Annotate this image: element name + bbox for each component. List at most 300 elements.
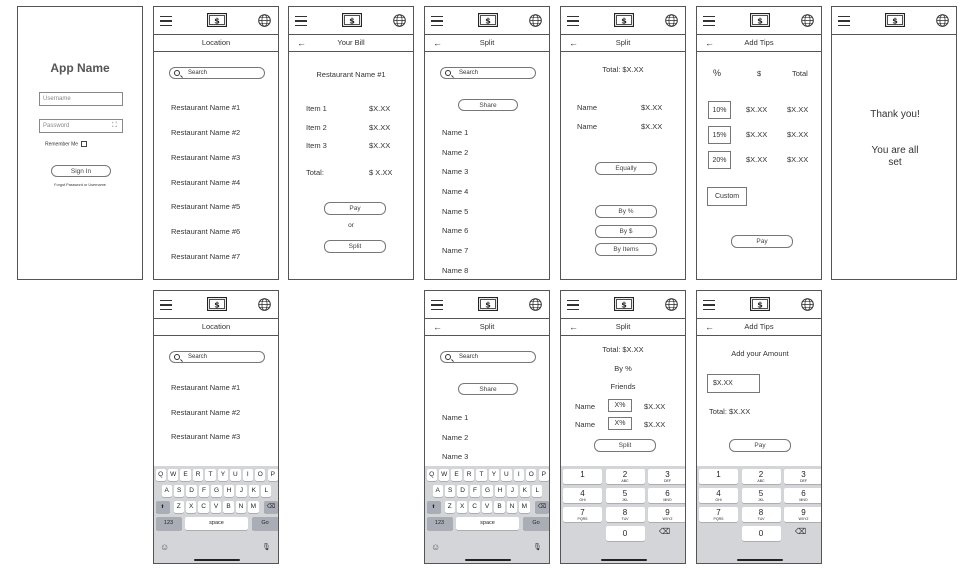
numpad-digit: 6	[801, 489, 806, 498]
page-title: Add Tips	[744, 322, 774, 331]
item-name: Item 3	[306, 141, 327, 150]
restaurant-item[interactable]: Restaurant Name #7	[171, 252, 241, 261]
key-k[interactable]: K	[249, 485, 259, 497]
menu-icon[interactable]	[703, 300, 715, 310]
globe-icon[interactable]	[665, 14, 678, 27]
dollar-logo-icon	[207, 297, 227, 311]
menu-icon[interactable]	[160, 300, 172, 310]
numpad-digit: 2	[622, 470, 628, 479]
numpad-digit: 5	[758, 489, 764, 498]
key-b[interactable]: B	[494, 501, 504, 513]
menu-icon[interactable]	[703, 16, 715, 26]
numpad-key-7[interactable]	[699, 507, 738, 522]
numpad-key-9[interactable]	[784, 507, 822, 522]
location-screen	[153, 6, 279, 280]
header	[425, 7, 549, 35]
subheader	[425, 319, 549, 336]
search-input[interactable]	[440, 67, 536, 79]
restaurant-item[interactable]: Restaurant Name #6	[171, 227, 241, 236]
restaurant-item[interactable]: Restaurant Name #3	[171, 432, 241, 441]
key-s[interactable]: S	[174, 485, 184, 497]
menu-icon[interactable]	[160, 16, 172, 26]
numpad-key-1[interactable]	[563, 469, 602, 484]
key-t[interactable]: T	[205, 469, 215, 481]
page-title: Location	[154, 35, 278, 52]
key-o[interactable]: O	[526, 469, 536, 481]
name-item[interactable]: Name 2	[442, 148, 469, 157]
search-icon	[174, 70, 180, 76]
restaurant-item[interactable]: Restaurant Name #5	[171, 202, 241, 211]
numpad-key-8[interactable]	[742, 507, 781, 522]
back-arrow-icon[interactable]: ←	[705, 322, 714, 332]
numpad-key-5[interactable]	[606, 488, 645, 503]
total-text: Total: $X.XX	[602, 345, 644, 354]
by-items-button[interactable]: By Items	[595, 243, 657, 256]
numpad-letters: GHI	[715, 498, 722, 502]
item-price: $X.XX	[369, 141, 391, 150]
item-price: $X.XX	[369, 123, 391, 132]
key-u[interactable]: U	[230, 469, 240, 481]
page-title: Split	[615, 322, 631, 331]
friends-label: Friends	[610, 382, 636, 391]
numpad-digit: 5	[622, 489, 628, 498]
key-z[interactable]: Z	[445, 501, 455, 513]
split-percent-screen	[560, 290, 686, 564]
numpad-digit: 8	[622, 508, 628, 517]
person-amount: $X.XX	[644, 420, 666, 429]
add-tips-screen	[696, 6, 822, 280]
restaurant-item[interactable]: Restaurant Name #3	[171, 153, 241, 162]
dollar-logo-icon	[478, 13, 498, 27]
tip-amount: $X.XX	[746, 130, 768, 139]
pay-button[interactable]: Pay	[729, 439, 791, 452]
numpad-letters: TUV	[757, 517, 765, 521]
page-title: Split	[479, 322, 495, 331]
svg-text:$: $	[892, 16, 898, 26]
key-l[interactable]: L	[261, 485, 271, 497]
page-title: Add Tips	[744, 38, 774, 47]
share-button[interactable]: Share	[458, 383, 518, 395]
numbers-key[interactable]: 123	[156, 517, 182, 530]
custom-tip-screen	[696, 290, 822, 564]
space-key[interactable]: space	[456, 517, 519, 530]
emoji-icon[interactable]: ☺	[431, 542, 441, 552]
globe-icon[interactable]	[393, 14, 406, 27]
key-u[interactable]: U	[501, 469, 511, 481]
key-p[interactable]: P	[268, 469, 278, 481]
split-options-screen	[560, 6, 686, 280]
header	[425, 291, 549, 319]
remember-me-label: Remember Me	[45, 141, 79, 148]
sign-in-button[interactable]: Sign In	[51, 165, 111, 177]
back-arrow-icon[interactable]: ←	[569, 322, 578, 332]
restaurant-item[interactable]: Restaurant Name #1	[171, 103, 241, 112]
numpad-key-3[interactable]	[784, 469, 822, 484]
person-name: Name	[577, 122, 598, 131]
tip-10-button[interactable]: 10%	[708, 101, 731, 119]
numpad-key-2[interactable]	[606, 469, 645, 484]
back-arrow-icon[interactable]: ←	[569, 38, 578, 48]
svg-text:$: $	[757, 300, 763, 310]
name-item[interactable]: Name 6	[442, 226, 469, 235]
pay-button[interactable]: Pay	[324, 202, 386, 215]
key-g[interactable]: G	[482, 485, 492, 497]
total-text: Total: $X.XX	[602, 65, 644, 74]
password-placeholder: Password	[43, 123, 70, 129]
numpad-letters: GHI	[579, 498, 586, 502]
key-c[interactable]: C	[469, 501, 479, 513]
key-y[interactable]: Y	[218, 469, 228, 481]
key-d[interactable]: D	[457, 485, 467, 497]
key-j[interactable]: J	[236, 485, 246, 497]
numpad-key-3[interactable]	[648, 469, 686, 484]
home-indicator	[601, 559, 647, 561]
remember-me[interactable]	[45, 141, 87, 147]
numpad-key-6[interactable]	[648, 488, 686, 503]
svg-text:$: $	[214, 300, 220, 310]
key-y[interactable]: Y	[489, 469, 499, 481]
dollar-logo-icon	[342, 13, 362, 27]
name-item[interactable]: Name 1	[442, 128, 469, 137]
key-p[interactable]: P	[539, 469, 549, 481]
key-f[interactable]: F	[199, 485, 209, 497]
all-set-line1: You are all	[871, 145, 919, 156]
page-title: Split	[479, 38, 495, 47]
search-input[interactable]	[440, 351, 536, 363]
globe-icon[interactable]	[258, 298, 271, 311]
numpad-digit: 0	[758, 529, 764, 538]
dollar-logo-icon	[614, 13, 634, 27]
menu-icon[interactable]	[567, 300, 579, 310]
numpad-key-2[interactable]	[742, 469, 781, 484]
name-item[interactable]: Name 5	[442, 207, 469, 216]
header	[697, 7, 821, 35]
person-amount: $X.XX	[641, 122, 663, 131]
globe-icon[interactable]	[936, 14, 949, 27]
person-name: Name	[575, 420, 596, 429]
split-button[interactable]: Split	[594, 439, 656, 452]
key-o[interactable]: O	[255, 469, 265, 481]
numpad-digit: 3	[801, 470, 806, 479]
key-h[interactable]: H	[495, 485, 505, 497]
header	[289, 7, 413, 35]
key-n[interactable]: N	[236, 501, 246, 513]
numpad-digit: 9	[665, 508, 670, 517]
numpad-key-9[interactable]	[648, 507, 686, 522]
numpad-digit: 4	[580, 489, 585, 498]
numpad-letters: ABC	[757, 479, 765, 483]
key-r[interactable]: R	[193, 469, 203, 481]
subheader	[561, 319, 685, 336]
numpad-backspace-icon[interactable]: ⌫	[795, 527, 807, 536]
page-title: Split	[615, 38, 631, 47]
numpad-key-1[interactable]	[699, 469, 738, 484]
svg-text:$: $	[757, 16, 763, 26]
globe-icon[interactable]	[801, 14, 814, 27]
key-m[interactable]: M	[248, 501, 258, 513]
svg-text:$: $	[621, 16, 627, 26]
header	[561, 7, 685, 35]
tip-amount: $X.XX	[746, 105, 768, 114]
item-name: Item 1	[306, 104, 327, 113]
person-amount: $X.XX	[641, 103, 663, 112]
add-amount-prompt: Add your Amount	[731, 349, 789, 358]
username-field[interactable]: Username	[39, 92, 123, 106]
key-b[interactable]: B	[223, 501, 233, 513]
remember-checkbox-icon[interactable]	[81, 141, 87, 147]
by-percent-button[interactable]: By %	[595, 205, 657, 218]
restaurant-item[interactable]: Restaurant Name #2	[171, 128, 241, 137]
go-key[interactable]: Go	[523, 517, 550, 530]
or-text: or	[348, 222, 354, 229]
total-value: $ X.XX	[369, 168, 393, 177]
numpad-digit: 1	[716, 470, 721, 479]
home-indicator	[465, 559, 511, 561]
search-placeholder: Search	[188, 354, 208, 360]
globe-icon[interactable]	[801, 298, 814, 311]
name-item[interactable]: Name 4	[442, 187, 469, 196]
key-r[interactable]: R	[464, 469, 474, 481]
numpad-digit: 1	[580, 470, 585, 479]
bill-screen	[288, 6, 414, 280]
key-q[interactable]: Q	[427, 469, 437, 481]
total-label: Total:	[306, 168, 324, 177]
numpad-key-0[interactable]	[606, 526, 645, 541]
search-icon	[445, 354, 451, 360]
keyboard	[425, 466, 550, 564]
numpad-letters: JKL	[621, 498, 629, 502]
number-pad	[697, 466, 822, 564]
key-w[interactable]: W	[439, 469, 449, 481]
key-i[interactable]: I	[514, 469, 524, 481]
tip-total: $X.XX	[787, 105, 809, 114]
location-keyboard-screen	[153, 290, 279, 564]
numpad-key-5[interactable]	[742, 488, 781, 503]
key-x[interactable]: X	[457, 501, 467, 513]
app-name: App Name	[50, 61, 110, 75]
by-percent-text: By %	[614, 364, 632, 373]
key-v[interactable]: V	[482, 501, 492, 513]
numpad-key-4[interactable]	[699, 488, 738, 503]
key-z[interactable]: Z	[174, 501, 184, 513]
menu-icon[interactable]	[431, 300, 443, 310]
key-a[interactable]: A	[433, 485, 443, 497]
all-set-line2: set	[888, 157, 902, 168]
microphone-icon[interactable]: 🎙	[262, 544, 271, 551]
page-title: Location	[154, 319, 278, 336]
dollar-logo-icon	[750, 13, 770, 27]
dollar-logo-icon	[207, 13, 227, 27]
dollar-logo-icon	[478, 297, 498, 311]
home-indicator	[737, 559, 783, 561]
total-text: Total: $X.XX	[709, 407, 751, 416]
share-button[interactable]: Share	[458, 99, 518, 111]
numpad-digit: 0	[622, 529, 628, 538]
shift-key[interactable]: ⬆	[427, 501, 441, 513]
numpad-letters: MNO	[663, 498, 672, 502]
subheader	[561, 35, 685, 52]
split-keyboard-screen	[424, 290, 550, 564]
percent-input[interactable]: X%	[608, 417, 632, 430]
numpad-digit: 6	[665, 489, 670, 498]
globe-icon[interactable]	[529, 14, 542, 27]
tip-total: $X.XX	[787, 130, 809, 139]
name-item[interactable]: Name 3	[442, 167, 469, 176]
svg-text:$: $	[485, 16, 491, 26]
numpad-digit: 9	[801, 508, 806, 517]
search-icon	[174, 354, 180, 360]
tip-amount: $X.XX	[746, 155, 768, 164]
subheader	[697, 35, 821, 52]
name-item[interactable]: Name 7	[442, 246, 469, 255]
percent-header: %	[713, 68, 722, 78]
restaurant-item[interactable]: Restaurant Name #1	[171, 383, 241, 392]
tip-20-button[interactable]: 20%	[708, 151, 731, 169]
restaurant-name: Restaurant Name #1	[316, 70, 386, 79]
restaurant-item[interactable]: Restaurant Name #4	[171, 178, 241, 187]
person-amount: $X.XX	[644, 402, 666, 411]
header	[697, 291, 821, 319]
subheader	[425, 35, 549, 52]
numpad-key-7[interactable]	[563, 507, 602, 522]
search-placeholder: Search	[459, 70, 479, 76]
numpad-letters: ABC	[621, 479, 629, 483]
menu-icon[interactable]	[431, 16, 443, 26]
person-name: Name	[575, 402, 596, 411]
key-s[interactable]: S	[445, 485, 455, 497]
numpad-letters: PQRS	[713, 517, 724, 521]
numpad-digit: 8	[758, 508, 764, 517]
numpad-digit: 4	[716, 489, 721, 498]
percent-input[interactable]: X%	[608, 399, 632, 412]
globe-icon[interactable]	[529, 298, 542, 311]
dollar-logo-icon	[885, 13, 905, 27]
page-title: Your Bill	[337, 38, 365, 47]
go-key[interactable]: Go	[252, 517, 279, 530]
svg-text:$: $	[621, 300, 627, 310]
key-k[interactable]: K	[520, 485, 530, 497]
forgot-link[interactable]: Forgot Password or Username	[54, 183, 106, 187]
numpad-letters: WXYZ	[662, 517, 673, 521]
numpad-backspace-icon[interactable]: ⌫	[659, 527, 671, 536]
key-i[interactable]: I	[243, 469, 253, 481]
search-input[interactable]	[169, 67, 265, 79]
menu-icon[interactable]	[295, 16, 307, 26]
key-x[interactable]: X	[186, 501, 196, 513]
numpad-key-6[interactable]	[784, 488, 822, 503]
numpad-key-0[interactable]	[742, 526, 781, 541]
numpad-letters: DEF	[800, 479, 807, 483]
item-name: Item 2	[306, 123, 327, 132]
search-input[interactable]	[169, 351, 265, 363]
amount-input[interactable]: $X.XX	[707, 374, 760, 393]
back-arrow-icon[interactable]: ←	[705, 38, 714, 48]
key-w[interactable]: W	[168, 469, 178, 481]
key-l[interactable]: L	[532, 485, 542, 497]
key-c[interactable]: C	[198, 501, 208, 513]
globe-icon[interactable]	[258, 14, 271, 27]
tip-15-button[interactable]: 15%	[708, 126, 731, 144]
by-dollar-button[interactable]: By $	[595, 225, 657, 238]
numpad-letters: PQRS	[577, 517, 588, 521]
header	[561, 291, 685, 319]
key-h[interactable]: H	[224, 485, 234, 497]
key-t[interactable]: T	[476, 469, 486, 481]
keyboard	[154, 466, 279, 564]
key-g[interactable]: G	[211, 485, 221, 497]
back-arrow-icon[interactable]: ←	[433, 322, 442, 332]
dollar-logo-icon	[750, 297, 770, 311]
equally-button[interactable]: Equally	[595, 162, 657, 175]
numpad-letters: DEF	[664, 479, 671, 483]
emoji-icon[interactable]: ☺	[160, 542, 170, 552]
menu-icon[interactable]	[567, 16, 579, 26]
shift-key[interactable]: ⬆	[156, 501, 170, 513]
globe-icon[interactable]	[665, 298, 678, 311]
subheader	[697, 319, 821, 336]
svg-text:$: $	[214, 16, 220, 26]
numpad-letters: TUV	[621, 517, 629, 521]
menu-icon[interactable]	[838, 16, 850, 26]
split-button[interactable]: Split	[324, 240, 386, 253]
back-arrow-icon[interactable]: ←	[297, 38, 306, 48]
numpad-letters: WXYZ	[798, 517, 809, 521]
restaurant-item[interactable]: Restaurant Name #2	[171, 408, 241, 417]
tip-total: $X.XX	[787, 155, 809, 164]
key-m[interactable]: M	[519, 501, 529, 513]
key-e[interactable]: E	[451, 469, 461, 481]
key-d[interactable]: D	[186, 485, 196, 497]
numpad-digit: 7	[716, 508, 721, 517]
space-key[interactable]: space	[185, 517, 248, 530]
key-n[interactable]: N	[507, 501, 517, 513]
numpad-letters: JKL	[757, 498, 765, 502]
backspace-key[interactable]: ⌫	[535, 501, 549, 513]
header	[154, 7, 278, 35]
total-header: Total	[792, 69, 808, 78]
number-pad	[561, 466, 686, 564]
numbers-key[interactable]: 123	[427, 517, 453, 530]
search-placeholder: Search	[188, 70, 208, 76]
name-item[interactable]: Name 8	[442, 266, 469, 275]
header	[832, 7, 956, 35]
item-price: $X.XX	[369, 104, 391, 113]
thank-you-text: Thank you!	[870, 109, 920, 120]
custom-tip-button[interactable]: Custom	[707, 187, 747, 206]
microphone-icon[interactable]: 🎙	[533, 544, 542, 551]
show-password-icon[interactable]: ⛶	[112, 122, 117, 129]
pay-button[interactable]: Pay	[731, 235, 793, 248]
backspace-key[interactable]: ⌫	[264, 501, 278, 513]
home-indicator	[194, 559, 240, 561]
password-field[interactable]	[39, 119, 123, 133]
subheader	[289, 35, 413, 52]
name-item[interactable]: Name 3	[442, 452, 469, 461]
back-arrow-icon[interactable]: ←	[433, 38, 442, 48]
numpad-key-4[interactable]	[563, 488, 602, 503]
numpad-key-8[interactable]	[606, 507, 645, 522]
key-q[interactable]: Q	[156, 469, 166, 481]
key-f[interactable]: F	[470, 485, 480, 497]
search-placeholder: Search	[459, 354, 479, 360]
name-item[interactable]: Name 1	[442, 413, 469, 422]
name-item[interactable]: Name 2	[442, 433, 469, 442]
key-v[interactable]: V	[211, 501, 221, 513]
key-j[interactable]: J	[507, 485, 517, 497]
key-e[interactable]: E	[180, 469, 190, 481]
key-a[interactable]: A	[162, 485, 172, 497]
numpad-digit: 2	[758, 470, 764, 479]
